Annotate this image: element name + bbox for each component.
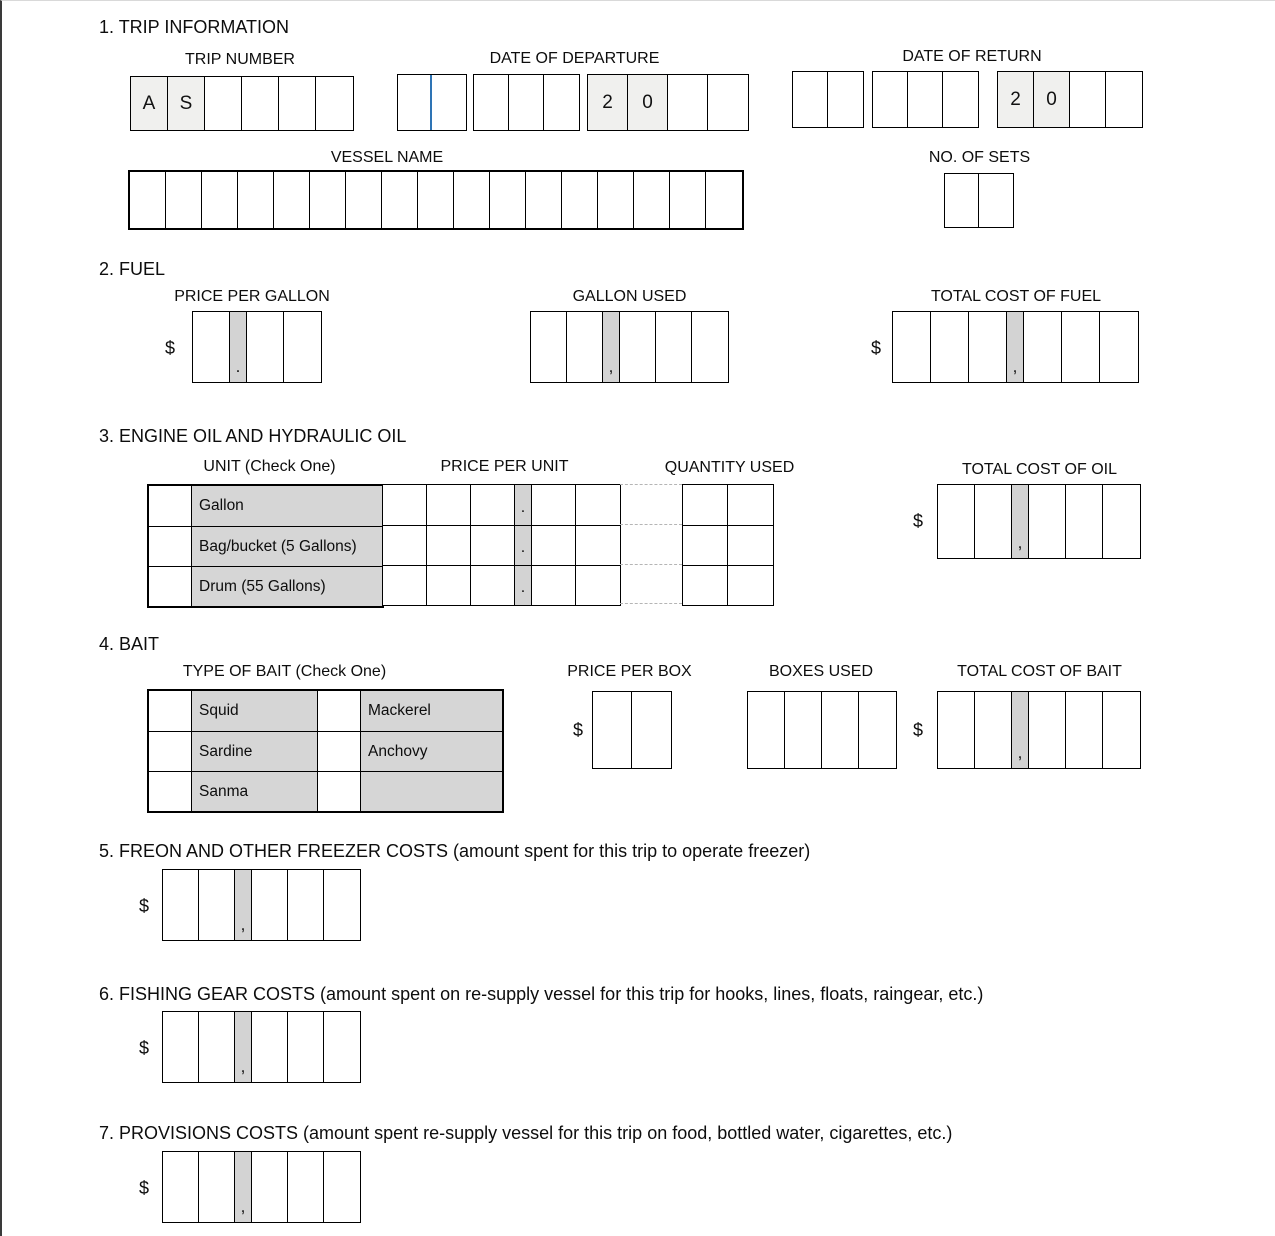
char-cell[interactable] [706,172,742,228]
char-cell[interactable]: 0 [628,75,668,130]
char-cell[interactable] [1029,485,1066,558]
char-cell[interactable] [199,1012,235,1082]
char-cell[interactable] [532,566,576,605]
char-cell[interactable] [471,485,515,525]
char-cell[interactable] [526,172,562,228]
section-trip-heading: 1. TRIP INFORMATION [99,17,290,37]
char-cell[interactable] [279,77,316,130]
bait-sardine-label: Sardine [192,732,318,771]
no-of-sets-cells [944,173,1014,228]
section-gear-heading: 6. FISHING GEAR COSTS (amount spent on re-supply vessel for this trip for hooks, lines, floats, raingear, etc.) [99,984,984,1004]
char-cell[interactable] [576,485,620,525]
char-cell[interactable] [205,77,242,130]
char-cell[interactable] [199,870,235,940]
boxes-used-cells [747,691,897,769]
char-cell[interactable] [576,566,620,605]
section-fuel-heading: 2. FUEL [99,259,166,279]
char-cell[interactable] [252,1152,288,1222]
unit-bag-bucket-checkbox[interactable] [149,527,192,566]
departure-year-cells [587,74,749,131]
char-cell[interactable] [324,1152,360,1222]
bait-row-1 [149,691,502,731]
dollar-sign: $ [913,511,924,531]
char-cell[interactable] [793,72,828,127]
char-cell[interactable] [620,312,656,382]
char-cell[interactable] [310,172,346,228]
total-cost-of-oil-header: TOTAL COST OF OIL [962,461,1117,478]
char-cell[interactable] [683,526,728,565]
separator-cell: , [1012,692,1029,768]
unit-gallon-checkbox[interactable] [149,486,192,526]
vessel-name-label: VESSEL NAME [330,149,444,166]
char-cell[interactable] [728,566,773,605]
unit-drum-label: Drum (55 Gallons) [192,567,382,606]
char-cell[interactable] [346,172,382,228]
char-cell[interactable] [931,312,969,382]
dollar-sign: $ [871,338,882,358]
section-provisions-heading: 7. PROVISIONS COSTS (amount spent re-supply vessel for this trip on food, bottled water, cigarettes, etc.) [99,1123,953,1143]
separator-cell: , [603,312,620,382]
unit-header: UNIT (Check One) [203,458,336,475]
char-cell[interactable] [683,485,728,525]
separator-cell: , [235,1012,252,1082]
return-year-cells [997,71,1143,128]
bait-anchovy-label: Anchovy [361,732,502,771]
char-cell[interactable]: A [131,77,168,130]
char-cell[interactable] [975,485,1012,558]
price-per-unit-grid [382,484,621,606]
bait-mackerel-checkbox[interactable] [318,691,361,731]
char-cell[interactable] [532,485,576,525]
bait-mackerel-label: Mackerel [361,691,502,731]
char-cell[interactable] [166,172,202,228]
char-cell[interactable] [567,312,603,382]
char-cell[interactable] [576,526,620,565]
gear-cost-cells [162,1011,361,1083]
char-cell[interactable] [202,172,238,228]
total-cost-of-bait-cells [937,691,1141,769]
char-cell[interactable] [593,692,632,768]
char-cell[interactable] [454,172,490,228]
dollar-sign: $ [139,1038,150,1058]
char-cell[interactable] [632,692,671,768]
char-cell[interactable] [490,172,526,228]
char-cell[interactable] [670,172,706,228]
char-cell[interactable] [668,75,708,130]
unit-drum-checkbox[interactable] [149,567,192,606]
char-cell[interactable] [531,312,567,382]
departure-month-cells [473,74,580,131]
total-cost-of-fuel-label: TOTAL COST OF FUEL [930,288,1102,305]
no-of-sets-label: NO. OF SETS [928,149,1031,166]
provisions-cost-cells [162,1151,361,1223]
char-cell[interactable] [383,526,427,565]
char-cell[interactable]: 0 [1034,72,1070,127]
bait-sardine-checkbox[interactable] [149,732,192,771]
char-cell[interactable] [471,566,515,605]
char-cell[interactable] [979,174,1013,227]
date-of-departure-label: DATE OF DEPARTURE [489,50,660,67]
char-cell[interactable] [199,1152,235,1222]
price-per-unit-row [383,525,620,565]
char-cell[interactable] [432,75,466,130]
total-cost-of-bait-label: TOTAL COST OF BAIT [957,663,1122,680]
bait-anchovy-checkbox[interactable] [318,732,361,771]
char-cell[interactable] [242,77,279,130]
boxes-used-label: BOXES USED [768,663,874,680]
dotted-line [620,524,682,564]
char-cell[interactable] [427,566,471,605]
char-cell[interactable] [893,312,931,382]
dotted-leader-lines [620,484,682,604]
char-cell[interactable] [509,75,544,130]
quantity-used-row [683,485,773,525]
price-per-unit-row [383,565,620,605]
vessel-name-cells [128,170,744,230]
unit-table [147,484,384,608]
char-cell[interactable] [418,172,454,228]
char-cell[interactable] [163,870,199,940]
departure-day-cells [397,74,467,131]
unit-row-drum [149,566,382,606]
bait-empty-label [361,772,502,811]
char-cell[interactable] [785,692,822,768]
char-cell[interactable] [1106,72,1142,127]
bait-row-2 [149,731,502,771]
char-cell[interactable] [544,75,579,130]
bait-squid-checkbox[interactable] [149,691,192,731]
char-cell[interactable] [288,1012,324,1082]
dotted-line [620,564,682,604]
dotted-line [620,484,682,524]
char-cell[interactable] [1066,692,1103,768]
total-cost-of-oil-cells [937,484,1141,559]
dollar-sign: $ [165,338,176,358]
char-cell[interactable] [163,1152,199,1222]
unit-gallon-label: Gallon [192,486,382,526]
char-cell[interactable] [943,72,978,127]
quantity-used-header: QUANTITY USED [664,459,795,476]
bait-sanma-label: Sanma [192,772,318,811]
char-cell[interactable]: 2 [588,75,628,130]
char-cell[interactable] [274,172,310,228]
separator-cell: . [515,526,532,565]
freezer-cost-cells [162,869,361,941]
price-per-unit-row [383,485,620,525]
dollar-sign: $ [913,720,924,740]
char-cell[interactable] [471,526,515,565]
char-cell[interactable] [130,172,166,228]
dollar-sign: $ [139,896,150,916]
char-cell[interactable] [938,692,975,768]
char-cell[interactable] [238,172,274,228]
date-of-return-label: DATE OF RETURN [902,48,1042,65]
char-cell[interactable] [288,870,324,940]
char-cell[interactable] [247,312,284,382]
char-cell[interactable] [324,1012,360,1082]
char-cell[interactable] [398,75,432,130]
bait-table [147,689,504,813]
bait-empty-checkbox[interactable] [318,772,361,811]
char-cell[interactable] [634,172,670,228]
bait-squid-label: Squid [192,691,318,731]
char-cell[interactable] [969,312,1007,382]
bait-sanma-checkbox[interactable] [149,772,192,811]
separator-cell: . [230,312,247,382]
section-oil-heading: 3. ENGINE OIL AND HYDRAULIC OIL [99,426,407,446]
char-cell[interactable] [316,77,353,130]
quantity-used-grid [682,484,774,606]
char-cell[interactable] [1062,312,1100,382]
trip-number-label: TRIP NUMBER [185,51,295,68]
char-cell[interactable] [324,870,360,940]
type-of-bait-header: TYPE OF BAIT (Check One) [182,663,387,680]
char-cell[interactable] [908,72,943,127]
separator-cell: , [235,1152,252,1222]
char-cell[interactable] [252,1012,288,1082]
char-cell[interactable] [728,485,773,525]
separator-cell: , [235,870,252,940]
char-cell[interactable]: S [168,77,205,130]
char-cell[interactable] [748,692,785,768]
unit-row-gallon [149,486,382,526]
section-bait-heading: 4. BAIT [99,634,160,654]
gallon-used-cells [530,311,729,383]
char-cell[interactable] [284,312,321,382]
price-per-unit-header: PRICE PER UNIT [440,458,569,475]
return-month-cells [872,71,979,128]
char-cell[interactable] [383,566,427,605]
char-cell[interactable] [1070,72,1106,127]
quantity-used-row [683,525,773,565]
char-cell[interactable] [1029,692,1066,768]
char-cell[interactable] [728,526,773,565]
price-per-gallon-cells [192,311,322,383]
char-cell[interactable] [708,75,748,130]
char-cell[interactable]: 2 [998,72,1034,127]
char-cell[interactable] [193,312,230,382]
return-day-cells [792,71,864,128]
char-cell[interactable] [1100,312,1138,382]
bait-row-3 [149,771,502,811]
char-cell[interactable] [427,526,471,565]
char-cell[interactable] [532,526,576,565]
separator-cell: , [1007,312,1024,382]
char-cell[interactable] [859,692,896,768]
char-cell[interactable] [873,72,908,127]
char-cell[interactable] [163,1012,199,1082]
price-per-box-label: PRICE PER BOX [567,663,692,680]
char-cell[interactable] [1024,312,1062,382]
char-cell[interactable] [938,485,975,558]
unit-bag-bucket-label: Bag/bucket (5 Gallons) [192,527,382,566]
char-cell[interactable] [427,485,471,525]
char-cell[interactable] [975,692,1012,768]
section-freezer-heading: 5. FREON AND OTHER FREEZER COSTS (amount spent for this trip to operate freezer) [99,841,811,861]
quantity-used-row [683,565,773,605]
total-cost-of-fuel-cells [892,311,1139,383]
char-cell[interactable] [683,566,728,605]
char-cell[interactable] [474,75,509,130]
dollar-sign: $ [573,720,584,740]
char-cell[interactable] [1066,485,1103,558]
char-cell[interactable] [1103,692,1140,768]
char-cell[interactable] [822,692,859,768]
char-cell[interactable] [692,312,728,382]
separator-cell: . [515,485,532,525]
char-cell[interactable] [288,1152,324,1222]
unit-row-bag-bucket [149,526,382,566]
price-per-box-cells [592,691,672,769]
price-per-gallon-label: PRICE PER GALLON [174,288,330,305]
char-cell[interactable] [562,172,598,228]
char-cell[interactable] [383,485,427,525]
char-cell[interactable] [945,174,979,227]
char-cell[interactable] [382,172,418,228]
dollar-sign: $ [139,1178,150,1198]
gallon-used-label: GALLON USED [572,288,687,305]
separator-cell: , [1012,485,1029,558]
trip-number-cells [130,76,354,131]
char-cell[interactable] [828,72,863,127]
separator-cell: . [515,566,532,605]
char-cell[interactable] [1103,485,1140,558]
char-cell[interactable] [656,312,692,382]
char-cell[interactable] [252,870,288,940]
char-cell[interactable] [598,172,634,228]
